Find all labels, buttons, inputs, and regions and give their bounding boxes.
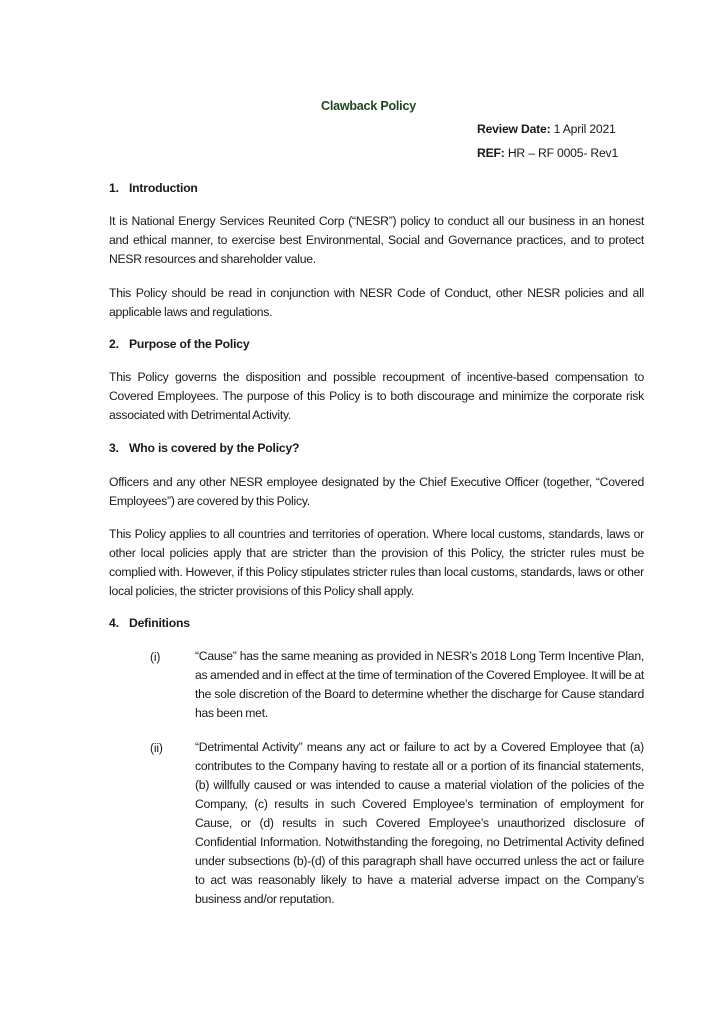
review-date: [477, 122, 616, 136]
paragraph: Officers and any other NESR employee designated by the Chief Executive Officer (together, “Covered Employees”) are covered by this Policy.: [109, 475, 644, 508]
section-title: Introduction: [129, 181, 198, 195]
section-number: 3.: [109, 441, 119, 455]
paragraph: This Policy applies to all countries and territories of operation. Where local customs, standards, laws or other local policies apply that are stricter than the provision of this Policy, the stricter rules must be complied with. However, if this Policy stipulates stricter rules than local customs, standards, laws or other local policies, the stricter provisions of this Policy shall apply.: [109, 527, 644, 598]
definition-detrimental-activity: “Detrimental Activity” means any act or failure to act by a Covered Employee that (a) contributes to the Company having to restate all or a portion of its financial statements, (b) willfully caused or was intended to cause a material violation of the policies of the Company, (c) results in such Covered Employee’s termination of employment for Cause, or (d) results in such Covered Employee’s unauthorized disclosure of Confidential Information. Notwithstanding the foregoing, no Detrimental Activity defined under subsections (b)-(d) of this paragraph shall have occurred unless the act or failure to act was reasonably likely to have a material adverse impact on the Company’s business and/or reputation.: [195, 740, 644, 906]
definition-number: (i): [150, 650, 161, 664]
paragraph: This Policy should be read in conjunction with NESR Code of Conduct, other NESR policies and all applicable laws and regulations.: [109, 286, 644, 319]
ref-label: REF:: [477, 146, 505, 160]
definition-number: (ii): [150, 741, 163, 755]
paragraph: It is National Energy Services Reunited Corp (“NESR”) policy to conduct all our business in an honest and ethical manner, to exercise best Environmental, Social and Governance practices, and to protect NESR resources and shareholder value.: [109, 214, 644, 266]
section-heading-introduction: [109, 181, 198, 195]
paragraph: This Policy governs the disposition and possible recoupment of incentive-based compensation to Covered Employees. The purpose of this Policy is to both discourage and minimize the corporate risk associated with Detrimental Activity.: [109, 370, 644, 422]
section-title: Purpose of the Policy: [129, 337, 250, 351]
section-title: Definitions: [129, 616, 190, 630]
section-number: 2.: [109, 337, 119, 351]
reference-number: [477, 146, 618, 160]
definition-cause: “Cause” has the same meaning as provided in NESR’s 2018 Long Term Incentive Plan, as amended and in effect at the time of termination of the Covered Employee. It will be at the sole discretion of the Board to determine whether the discharge for Cause standard has been met.: [195, 649, 644, 720]
review-date-label: Review Date:: [477, 122, 551, 136]
section-heading-purpose: [109, 337, 249, 351]
section-number: 4.: [109, 616, 119, 630]
review-date-value: 1 April 2021: [550, 122, 616, 136]
section-heading-definitions: [109, 616, 190, 630]
section-heading-coverage: [109, 441, 299, 455]
section-title: Who is covered by the Policy?: [129, 441, 300, 455]
ref-value: HR – RF 0005- Rev1: [504, 146, 619, 160]
section-number: 1.: [109, 181, 119, 195]
document-title: Clawback Policy: [321, 99, 416, 113]
